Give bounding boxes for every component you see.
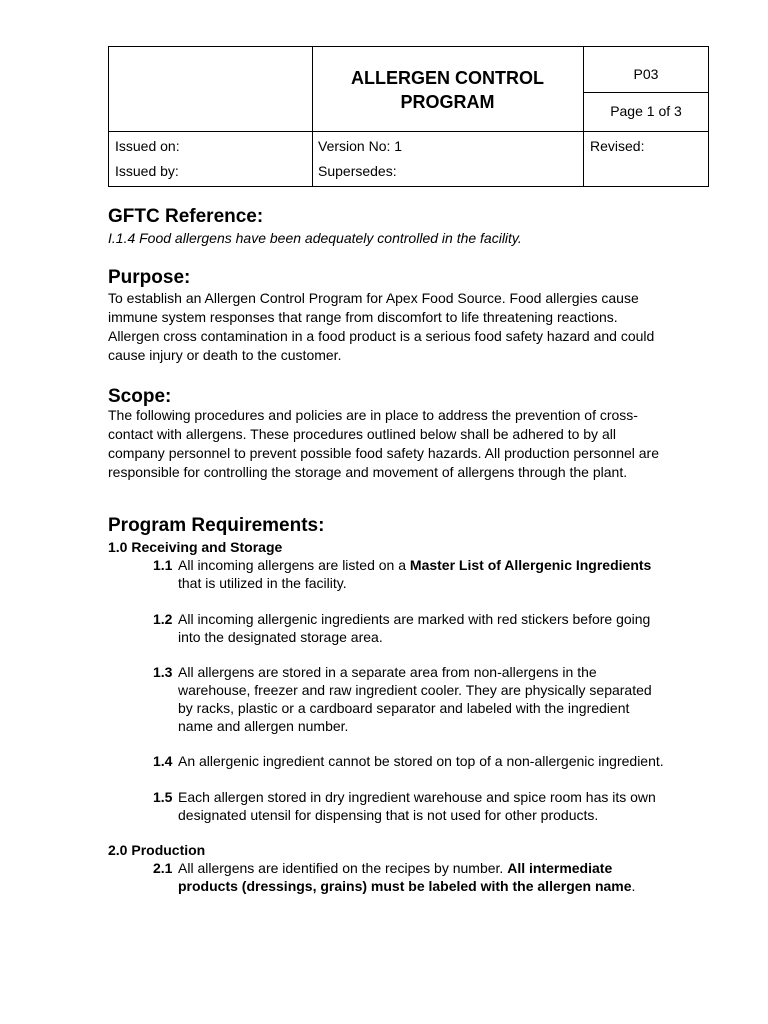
title-line-1: ALLERGEN CONTROL [351,68,544,88]
page-number: Page 1 of 3 [610,103,682,119]
item-number: 1.5 [153,789,173,805]
scope-paragraph [108,406,708,482]
gftc-heading: GFTC Reference: [108,206,264,227]
item-number: 1.3 [153,664,173,680]
item-text-continued: into the designated storage area. [178,629,383,645]
scope-heading: Scope: [108,386,172,407]
requirements-heading: Program Requirements: [108,515,325,536]
supersedes-label: Supersedes: [318,163,397,179]
item-text [153,556,713,574]
item-text-bold: Master List of Allergenic Ingredients [409,557,652,573]
purpose-line: Allergen cross contamination in a food product is a serious food safety hazard and could [108,328,655,344]
revised-label: Revised: [590,138,645,154]
item-text-continued: designated utensil for dispensing that is not used for other products. [178,807,599,823]
purpose-line: To establish an Allergen Control Program for Apex Food Source. Food allergies cause [108,290,639,306]
item-number: 1.1 [153,557,173,573]
issued-on-label: Issued on: [115,138,180,154]
title-line-2: PROGRAM [400,92,495,112]
item-text-continued: warehouse, freezer and raw ingredient cooler. They are physically separated [178,682,652,698]
document-code: P03 [633,66,659,82]
purpose-line: cause injury or death to the customer. [108,347,342,363]
item-text-continued: by racks, plastic or a cardboard separator and labeled with the ingredient [178,700,630,716]
scope-line: The following procedures and policies are in place to address the prevention of cross- [108,407,638,423]
section-production: 2.0 Production [108,842,206,858]
item-text: An allergenic ingredient cannot be stored on top of a non-allergenic ingredient. [178,753,664,769]
issued-by-label: Issued by: [115,163,179,179]
item-text [153,859,713,877]
purpose-heading: Purpose: [108,267,191,288]
gftc-text: I.1.4 Food allergens have been adequately controlled in the facility. [108,230,522,246]
item-text-continued [153,877,713,895]
version-label: Version No: 1 [318,138,403,154]
item-text-continued: name and allergen number. [178,718,349,734]
requirement-item [153,788,713,824]
header-logo-cell [108,46,313,132]
item-text: Each allergen stored in dry ingredient warehouse and spice room has its own [178,789,656,805]
requirement-item [153,556,713,592]
item-text-continued: that is utilized in the facility. [178,575,347,591]
item-text-part: . [631,878,636,894]
scope-line: company personnel to prevent possible food safety hazards. All production personnel are [108,445,660,461]
item-number: 1.4 [153,753,173,769]
document-title [312,66,583,114]
requirement-item [153,752,713,770]
section-receiving-storage: 1.0 Receiving and Storage [108,539,283,555]
purpose-paragraph [108,289,708,365]
item-text-bold: products (dressings, grains) must be labeled with the allergen name [178,878,632,894]
scope-line: responsible for controlling the storage and movement of allergens through the plant. [108,464,628,480]
item-text-part: All incoming allergens are listed on a [178,557,410,573]
item-text-bold: All intermediate [507,860,613,876]
item-number: 2.1 [153,860,173,876]
requirement-item [153,663,713,735]
requirement-item [153,610,713,646]
purpose-line: immune system responses that range from discomfort to life threatening reactions. [108,309,618,325]
item-number: 1.2 [153,611,173,627]
requirement-item [153,859,713,895]
scope-line: contact with allergens. These procedures outlined below shall be adhered to by all [108,426,616,442]
item-text-part: All allergens are identified on the recipes by number. [178,860,508,876]
item-text: All allergens are stored in a separate area from non-allergens in the [178,664,597,680]
item-text: All incoming allergenic ingredients are marked with red stickers before going [178,611,651,627]
